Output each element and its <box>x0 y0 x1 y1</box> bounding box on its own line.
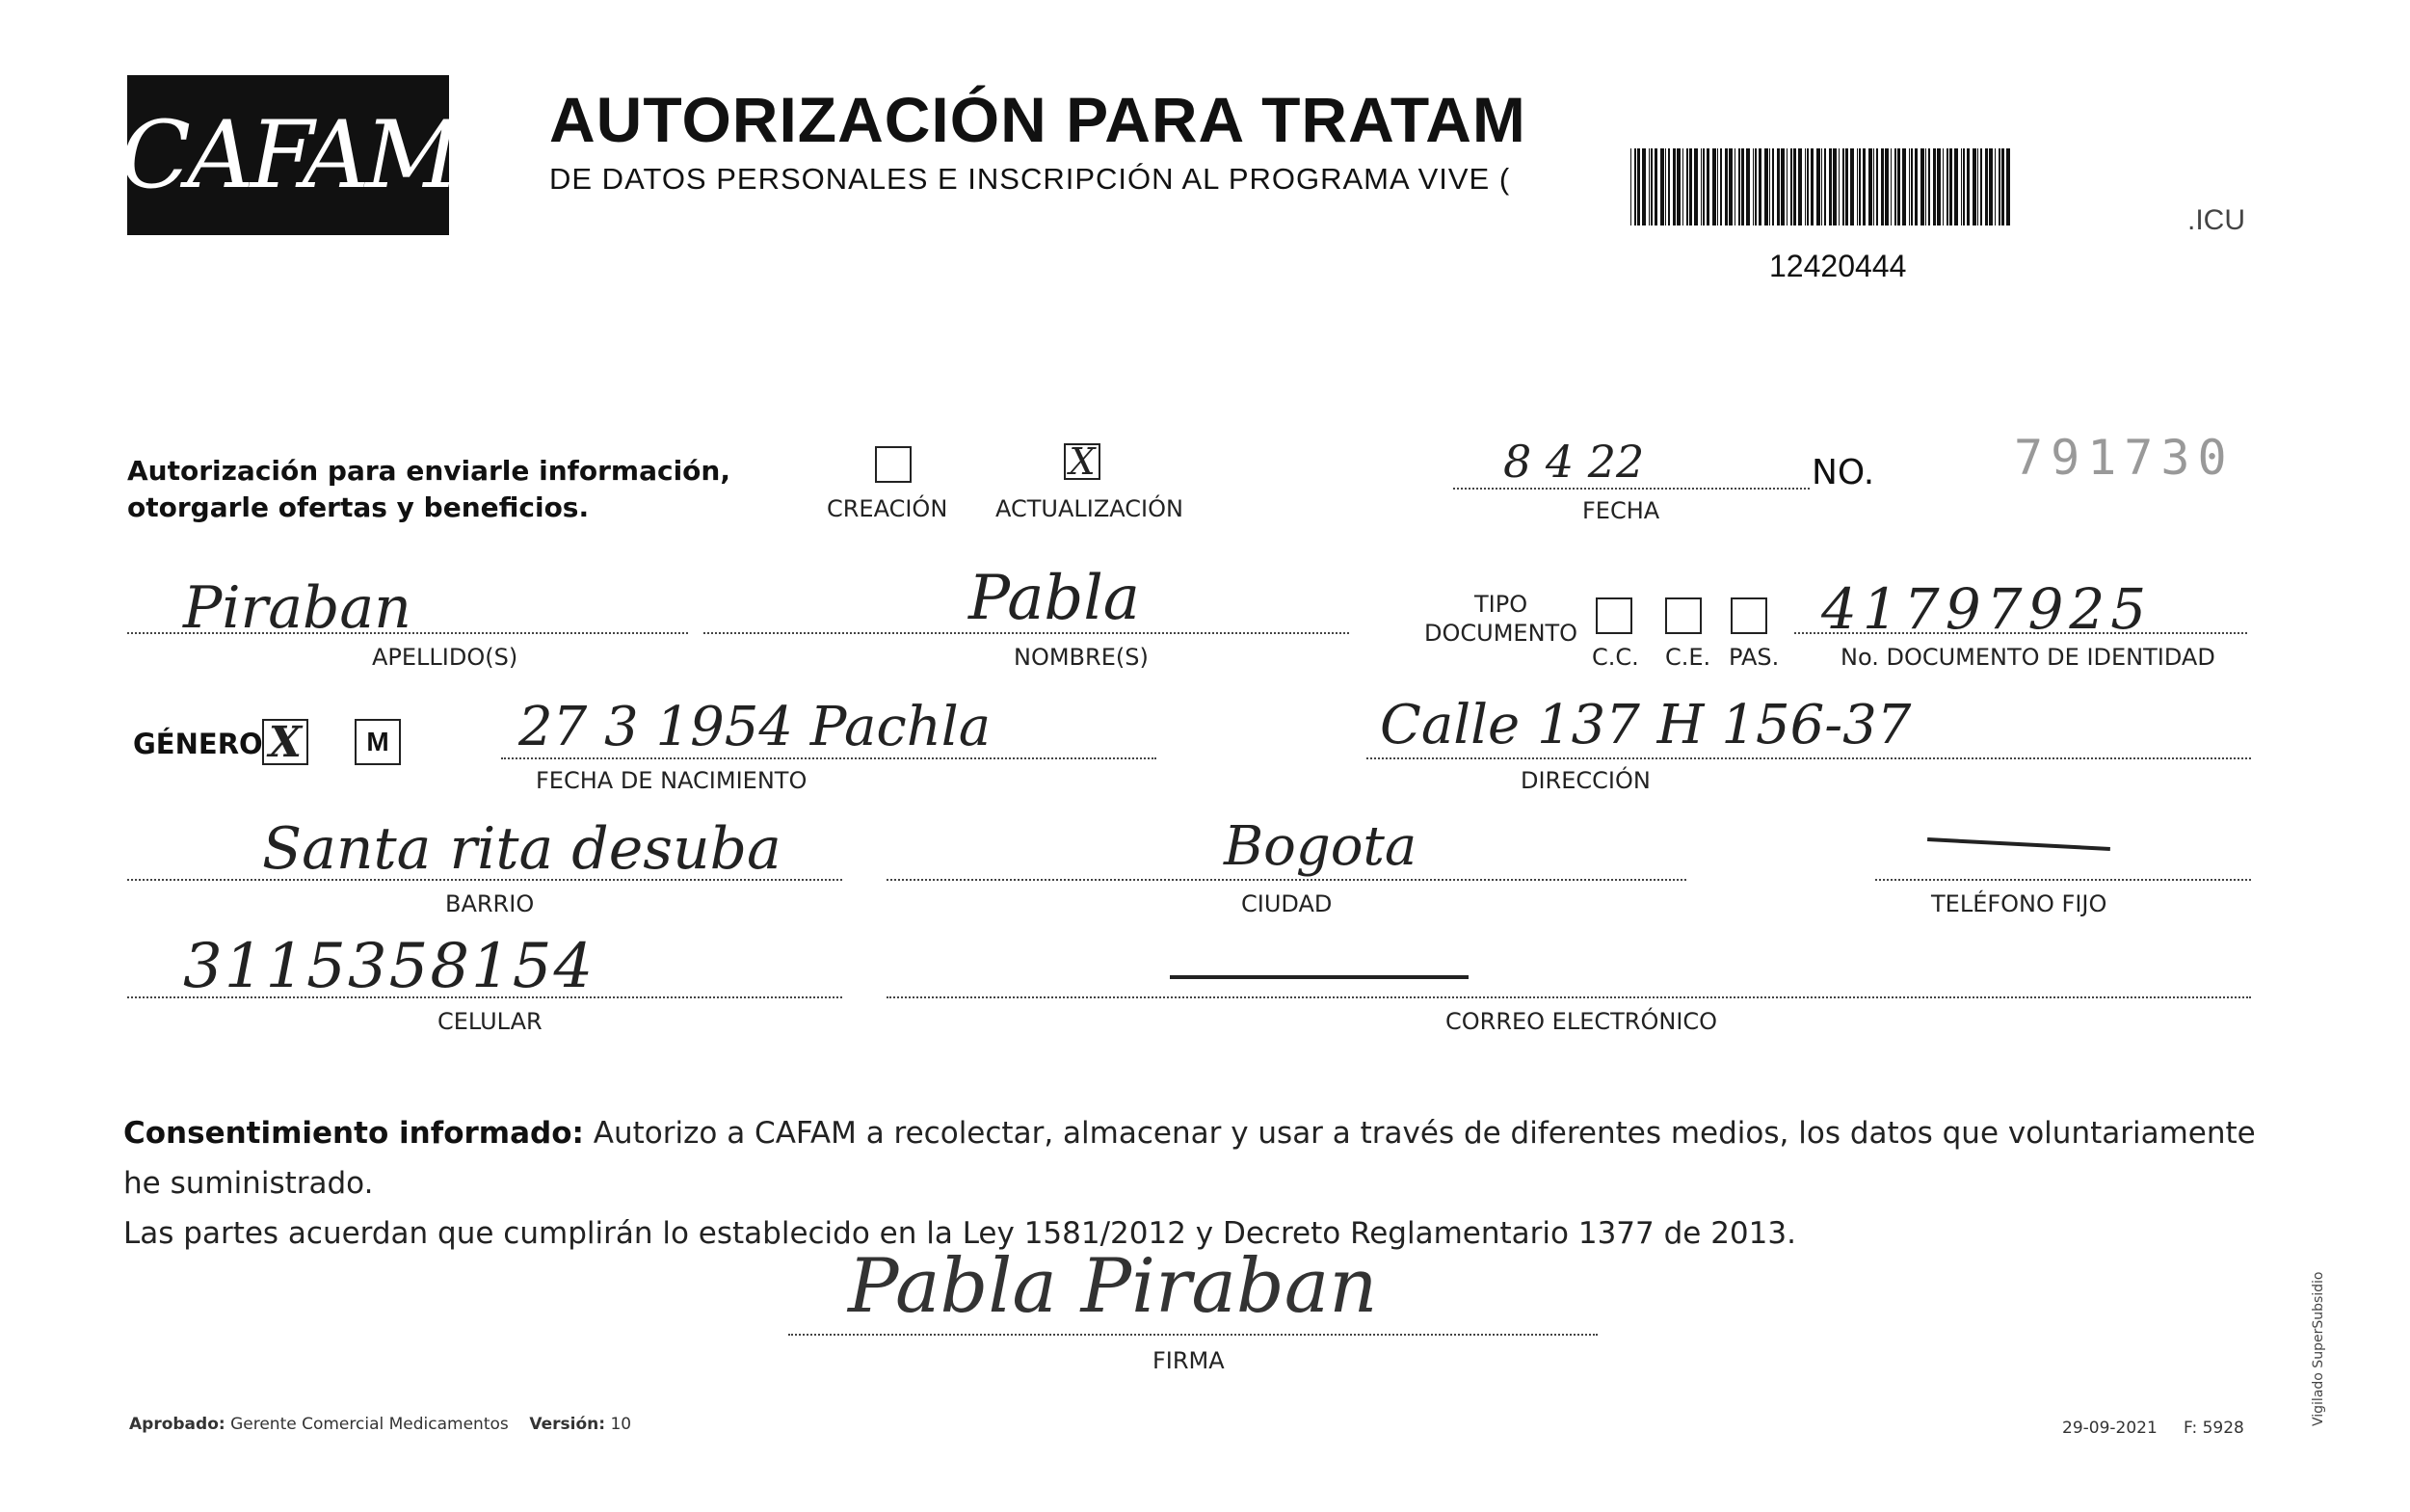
barcode-number: 12420444 <box>1769 249 1907 283</box>
no-label: NO. <box>1812 453 1875 492</box>
aprobado-value: Gerente Comercial Medicamentos <box>230 1415 509 1434</box>
actualizacion-check-mark: X <box>1069 440 1096 483</box>
genero-m-checkbox[interactable] <box>355 719 401 765</box>
genero-label: GÉNERO <box>133 728 263 760</box>
authorization-text <box>127 453 730 526</box>
cafam-logo: CAFAM <box>127 75 449 235</box>
aprobado-label: Aprobado: <box>129 1415 225 1434</box>
barrio-label: BARRIO <box>445 890 535 917</box>
ciudad-label: CIUDAD <box>1241 890 1333 917</box>
telefono-line <box>1875 879 2251 881</box>
fecha-value[interactable]: 8 4 22 <box>1503 436 1645 488</box>
documento-label: No. DOCUMENTO DE IDENTIDAD <box>1841 644 2215 671</box>
form-number-stamp: 791730 <box>2014 430 2235 486</box>
pas-checkbox[interactable] <box>1731 597 1767 634</box>
cc-label: C.C. <box>1592 644 1639 671</box>
fecha-nacimiento-label: FECHA DE NACIMIENTO <box>536 767 808 794</box>
authorization-line-1: Autorización para enviarle información, <box>127 455 730 487</box>
fecha-line <box>1453 488 1810 490</box>
cc-checkbox[interactable] <box>1596 597 1632 634</box>
barrio-value[interactable]: Santa rita desuba <box>262 815 781 883</box>
nombres-value[interactable]: Pabla <box>968 563 1140 634</box>
direccion-line <box>1366 757 2251 759</box>
telefono-label: TELÉFONO FIJO <box>1931 890 2107 917</box>
version-label: Versión: <box>529 1415 606 1434</box>
fecha-label: FECHA <box>1582 497 1660 524</box>
document-title: AUTORIZACIÓN PARA TRATAM <box>549 84 1526 155</box>
consent-paragraph <box>123 1108 2282 1259</box>
genero-f-mark: X <box>268 717 303 767</box>
ce-checkbox[interactable] <box>1665 597 1702 634</box>
apellidos-label: APELLIDO(S) <box>372 644 518 671</box>
creacion-checkbox[interactable] <box>875 446 912 483</box>
signature-label: FIRMA <box>1152 1347 1225 1374</box>
consent-line-2: Las partes acuerdan que cumplirán lo establecido en la Ley 1581/2012 y Decreto Reglamentario 1377 de 2013. <box>123 1216 1796 1251</box>
version-value: 10 <box>610 1415 632 1434</box>
documento-value[interactable]: 41797925 <box>1821 576 2153 642</box>
direccion-label: DIRECCIÓN <box>1521 767 1651 794</box>
nombres-label: NOMBRE(S) <box>1014 644 1149 671</box>
celular-value[interactable]: 3115358154 <box>183 931 596 1002</box>
actualizacion-checkbox[interactable] <box>1064 440 1100 483</box>
consent-line-1: Autorizo a CAFAM a recolectar, almacenar y usar a través de diferentes medios, los datos que voluntariamente he suministrado. <box>123 1116 2256 1201</box>
signature-line <box>788 1334 1598 1336</box>
supersubsidio-vertical: Vigilado SuperSubsidio <box>2311 1271 2326 1426</box>
ciudad-value[interactable]: Bogota <box>1224 815 1417 878</box>
footer-form-code: F: 5928 <box>2184 1419 2244 1438</box>
genero-m-label: M <box>366 727 389 756</box>
pas-label: PAS. <box>1729 644 1780 671</box>
direccion-value[interactable]: Calle 137 H 156-37 <box>1380 694 1912 756</box>
celular-label: CELULAR <box>437 1008 543 1035</box>
genero-f-checkbox[interactable] <box>262 719 308 765</box>
footer-date: 29-09-2021 <box>2062 1419 2158 1438</box>
correo-line <box>887 996 2251 998</box>
creacion-label: CREACIÓN <box>827 495 948 522</box>
ce-label: C.E. <box>1665 644 1711 671</box>
authorization-line-2: otorgarle ofertas y beneficios. <box>127 491 590 523</box>
fecha-nacimiento-value[interactable]: 27 3 1954 Pachla <box>518 696 992 758</box>
signature-value[interactable]: Pabla Piraban <box>848 1243 1378 1330</box>
actualizacion-label: ACTUALIZACIÓN <box>995 495 1183 522</box>
ciudad-line <box>887 879 1686 881</box>
correo-label: CORREO ELECTRÓNICO <box>1445 1008 1718 1035</box>
barcode-icon <box>1630 148 2012 225</box>
tipo-documento-label: TIPO DOCUMENTO <box>1424 591 1578 647</box>
footer-approval <box>129 1415 631 1434</box>
consent-lead: Consentimiento informado: <box>123 1116 584 1151</box>
telefono-dash <box>1927 837 2110 851</box>
document-subtitle: DE DATOS PERSONALES E INSCRIPCIÓN AL PROGRAMA VIVE ( <box>549 162 1511 196</box>
correo-dash <box>1170 975 1469 979</box>
apellidos-value[interactable]: Piraban <box>183 574 411 642</box>
corner-mark: .ICU <box>2187 204 2245 236</box>
